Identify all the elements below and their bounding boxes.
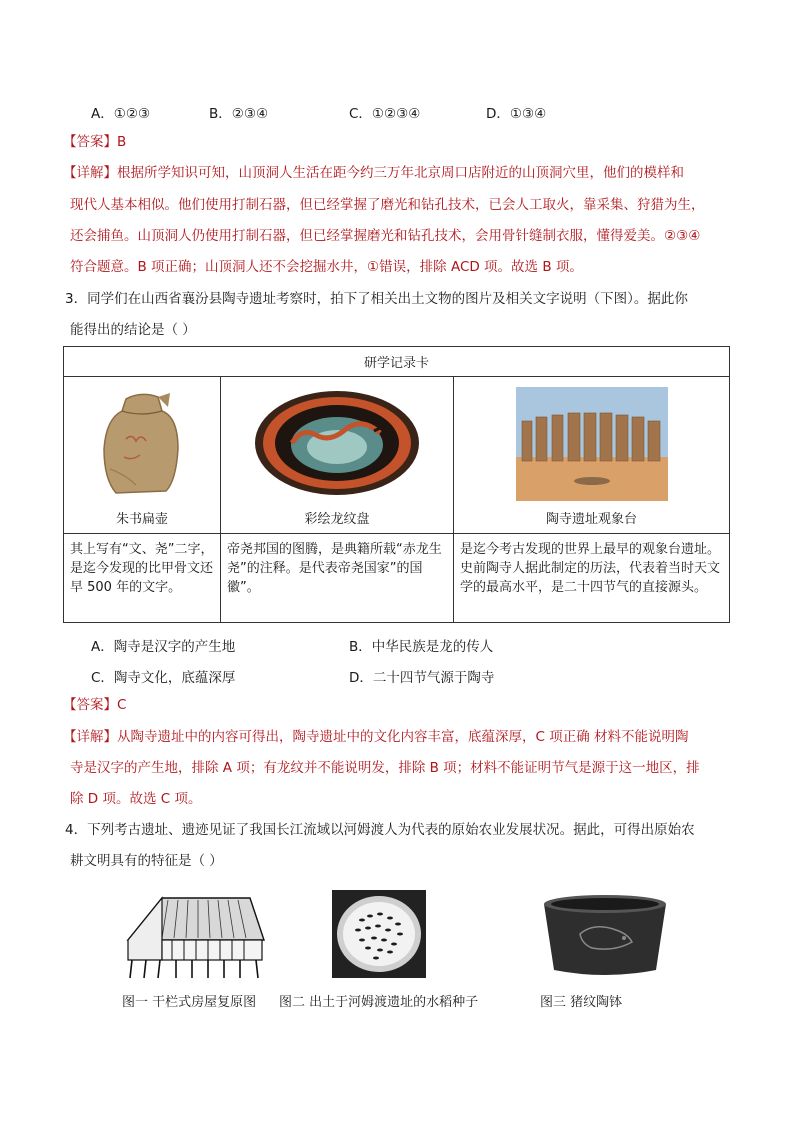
dragon-plate-image [252, 387, 422, 499]
caption-flask: 朱书扁壶 [115, 512, 168, 527]
stilt-house-image [122, 890, 268, 982]
pig-bowl-image [540, 890, 670, 976]
q3-stem-line-2: 能得出的结论是（ ） [70, 322, 196, 338]
q3-option-b: B．中华民族是龙的传人 [349, 639, 494, 655]
q3-detail-line-2: 寺是汉字的产生地，排除 A 项；有龙纹并不能说明发，排除 B 项；材料不能证明节气是源于这一地区，排 [70, 760, 700, 776]
research-record-card [63, 346, 730, 623]
q2-detail-line-3: 还会捕鱼。山顶洞人仍使用打制石器，但已经掌握磨光和钻孔技术，会用骨针缝制衣服，懂得爱美。②③④ [70, 228, 701, 244]
detail-label: 【详解】 [63, 729, 117, 745]
figure-2-caption: 图二 出土于河姆渡遗址的水稻种子 [279, 995, 479, 1010]
q4-stem-line-2: 耕文明具有的特征是（ ） [70, 853, 223, 869]
caption-observatory: 陶寺遗址观象台 [545, 512, 637, 527]
q3-option-c: C．陶寺文化，底蕴深厚 [91, 670, 236, 686]
answer-value: B [117, 134, 127, 150]
observatory-image [516, 387, 668, 501]
q2-detail-line-2: 现代人基本相似。他们使用打制石器，但已经掌握了磨光和钻孔技术，已会人工取火，靠采集、狩猎为生， [70, 197, 705, 213]
q2-option-a: A．①②③ [91, 106, 151, 122]
q3-option-d: D．二十四节气源于陶寺 [349, 670, 495, 686]
answer-label: 【答案】 [63, 134, 117, 150]
q2-detail-line-1: 【详解】根据所学知识可知，山顶洞人生活在距今约三万年北京周口店附近的山顶洞穴里，他们的模样和 [63, 165, 684, 181]
q2-answer [63, 134, 126, 150]
q2-option-d: D．①③④ [486, 106, 547, 122]
q3-option-a: A．陶寺是汉字的产生地 [91, 639, 236, 655]
answer-label: 【答案】 [63, 697, 117, 713]
q4-stem-line-1: 4．下列考古遗址、遗迹见证了我国长江流域以河姆渡人为代表的原始农业发展状况。据此，可得出原始农 [65, 822, 695, 838]
vermilion-flask-image [96, 389, 186, 499]
detail-label: 【详解】 [63, 165, 117, 181]
artifact-cell-flask [64, 377, 221, 534]
artifact-cell-observatory [454, 377, 730, 534]
figure-1-caption: 图一 干栏式房屋复原图 [122, 995, 257, 1010]
q3-stem-line-1: 3．同学们在山西省襄汾县陶寺遗址考察时，拍下了相关出土文物的图片及相关文字说明（下图）。据此你 [65, 291, 688, 307]
desc-plate: 帝尧邦国的图腾，是典籍所载“赤龙生尧”的注释。是代表帝尧国家”的国徽”。 [221, 534, 454, 623]
desc-observatory: 是迄今考古发现的世界上最早的观象台遗址。史前陶寺人据此制定的历法，代表着当时天文学的最高水平，是二十四节气的直接源头。 [454, 534, 730, 623]
q2-option-b: B．②③④ [209, 106, 269, 122]
q3-detail-line-1: 【详解】从陶寺遗址中的内容可得出，陶寺遗址中的文化内容丰富，底蕴深厚，C 项正确 材料不能说明陶 [63, 729, 689, 745]
q2-option-c: C．①②③④ [349, 106, 421, 122]
answer-value: C [117, 697, 127, 713]
q3-answer [63, 697, 126, 713]
card-title: 研学记录卡 [64, 347, 730, 377]
desc-flask: 其上写有“文、尧”二字，是迄今发现的比甲骨文还早 500 年的文字。 [64, 534, 221, 623]
q2-detail-line-4: 符合题意。B 项正确；山顶洞人还不会挖掘水井，①错误，排除 ACD 项。故选 B 项。 [70, 259, 583, 275]
figure-3-caption: 图三 猪纹陶钵 [540, 995, 623, 1010]
rice-seeds-image [332, 890, 426, 978]
caption-plate: 彩绘龙纹盘 [304, 512, 370, 527]
q3-detail-line-3: 除 D 项。故选 C 项。 [70, 791, 202, 807]
artifact-cell-plate [221, 377, 454, 534]
